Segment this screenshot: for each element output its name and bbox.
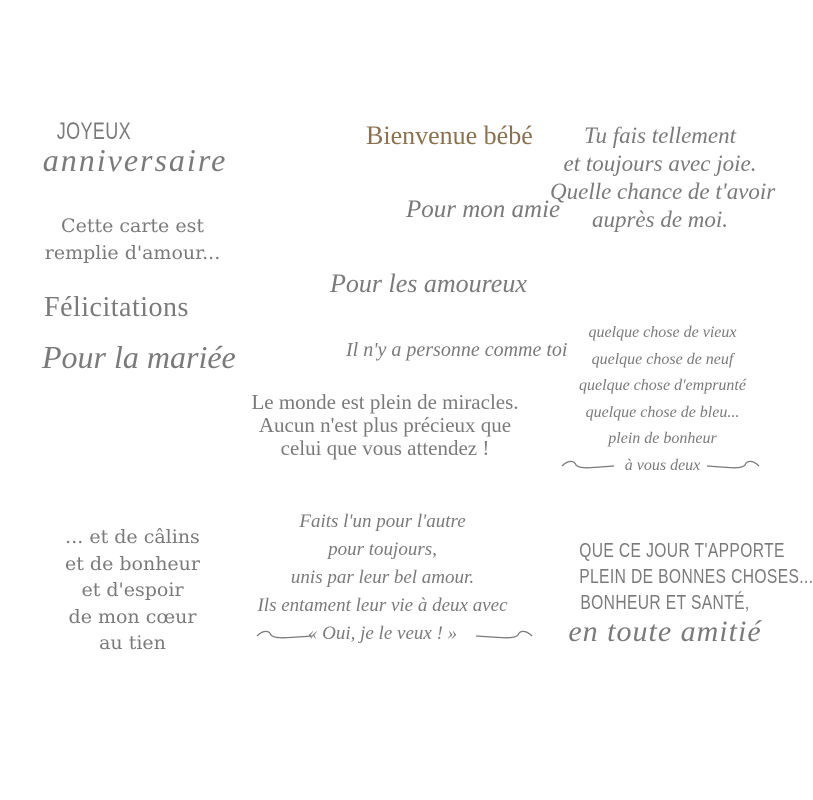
felicitations-stamp: Félicitations [44,292,189,323]
pour-mon-amie-stamp: Pour mon amie [406,196,561,223]
tufais-line-1: Tu fais tellement [583,123,737,148]
faits-line-1: Faits l'un pour l'autre [299,511,466,532]
jour-line-3: BONHEUR ET SANTÉ, [580,592,750,614]
faits-line-2: pour toujours, [328,539,437,560]
carte-line-1: Cette carte est [61,215,204,237]
quelque-line-4: quelque chose de bleu... [585,403,740,421]
quelque-line-5: plein de bonheur [608,430,717,447]
anniversaire-word: anniversaire [42,141,228,178]
flourish-left-icon [255,628,315,642]
carte-amour-stamp [30,213,235,267]
calins-stamp [30,524,235,657]
calins-line-4: de mon cœur [68,605,197,628]
tu-fais-tellement-stamp [550,122,776,234]
quelque-line-6: à vous deux [624,456,701,474]
pour-la-mariee-stamp: Pour la mariée [42,339,236,375]
pour-les-amoureux-stamp: Pour les amoureux [330,269,527,298]
jour-line-1: QUE CE JOUR T'APPORTE [579,540,785,562]
tufais-line-2: et toujours avec joie. [563,151,757,176]
bienvenue-bebe-stamp: Bienvenue bébé [366,121,533,150]
flourish-right-icon [474,628,534,642]
personne-comme-toi-stamp: Il n'y a personne comme toi [346,339,568,361]
jour-line-4: en toute amitié [568,615,762,648]
carte-line-2: remplie d'amour... [44,242,221,264]
calins-line-5: au tien [99,632,166,654]
calins-line-2: et de bonheur [64,552,200,575]
quelque-line-1: quelque chose de vieux [588,324,737,341]
flourish-left-icon [560,458,616,472]
joyeux-anniversaire-stamp [40,118,230,179]
miracles-stamp [220,391,550,460]
calins-line-1: ... et de câlins [65,526,200,548]
faits-l-un-pour-l-autre-stamp [220,508,545,648]
faits-line-4: Ils entament leur vie à deux avec [257,595,508,616]
faits-line-3: unis par leur bel amour. [290,567,475,588]
faits-line-5: « Oui, je le veux ! » [307,623,458,644]
flourish-right-icon [705,458,761,472]
jour-line-2: PLEIN DE BONNES CHOSES... [579,566,813,588]
tufais-line-3: Quelle chance de t'avoir [550,179,776,204]
miracles-line-1: Le monde est plein de miracles. [251,390,519,414]
quelque-chose-stamp [555,320,770,479]
joyeux-word: JOYEUX [56,118,132,145]
quelque-line-3: quelque chose d'emprunté [579,377,746,394]
tufais-line-4: auprès de moi. [591,207,729,232]
quelque-line-2: quelque chose de neuf [591,350,734,368]
que-ce-jour-stamp [555,538,813,648]
miracles-line-2: Aucun n'est plus précieux que [258,413,512,437]
miracles-line-3: celui que vous attendez ! [280,436,490,460]
calins-line-3: et d'espoir [81,579,184,601]
